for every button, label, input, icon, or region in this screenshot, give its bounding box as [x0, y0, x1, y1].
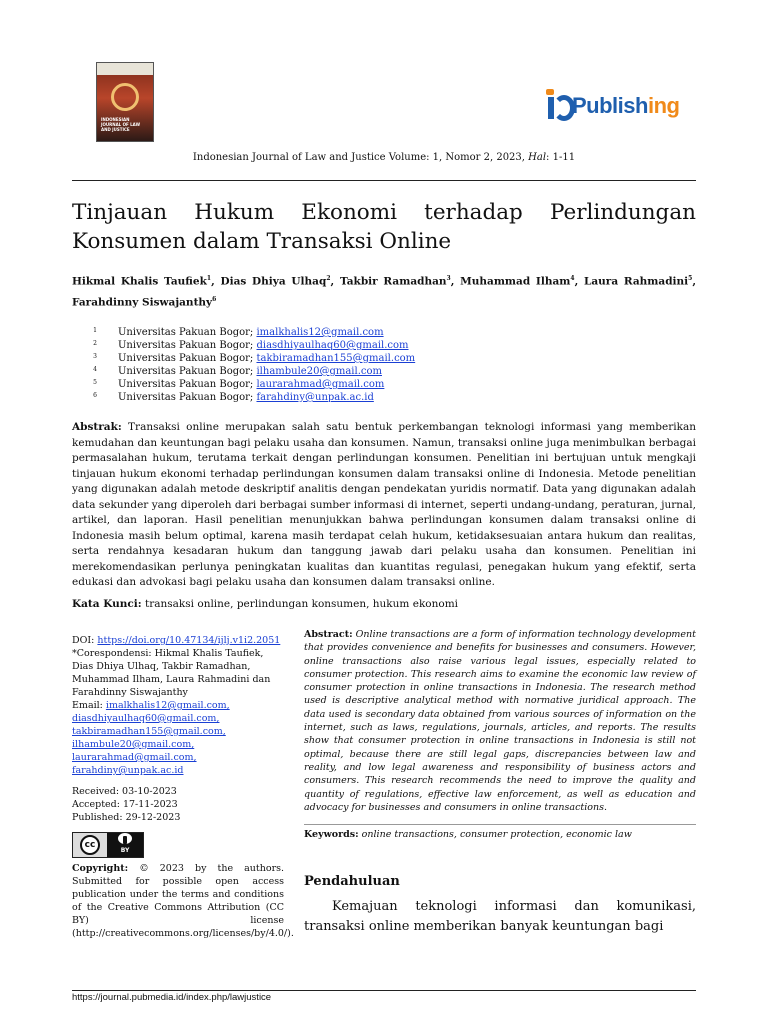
email-link[interactable]: ilhambule20@gmail.com,	[72, 739, 195, 750]
intro-paragraph: Kemajuan teknologi informasi dan komunikasi, transaksi online memberikan banyak keuntungan bagi	[304, 899, 696, 935]
kata-kunci-text: transaksi online, perlindungan konsumen, hukum ekonomi	[141, 598, 459, 610]
doi-line: DOI: https://doi.org/10.47134/ijlj.v1i2.2051	[72, 635, 281, 646]
author-name: Farahdinny Siswajanthy	[72, 296, 213, 308]
affiliation-row: 6 Universitas Pakuan Bogor; farahdiny@unpak.ac.id	[93, 392, 374, 403]
journal-cover-image	[96, 62, 154, 142]
author-list: Hikmal Khalis Taufiek$^1$, Dias Dhiya Ulhaq$^2$, Takbir Ramadhan$^3$, Muhammad Ilham$^4$, Laura Rahmadini$^5$, Farahdinny Siswajanthy$^6$	[72, 275, 697, 308]
email-link[interactable]: takbiramadhan155@gmail.com,	[72, 726, 226, 737]
email-block: Email: imalkhalis12@gmail.com, diasdhiyaulhaq60@gmail.com, takbiramadhan155@gmail.com, ilhambule20@gmail.com, laurarahmad@gmail.com, farahdiny@unpak.ac.id	[72, 700, 230, 776]
email-link[interactable]: laurarahmad@gmail.com,	[72, 752, 197, 763]
accepted-date: Accepted: 17-11-2023	[72, 799, 178, 810]
kata-kunci-label: Kata Kunci:	[72, 598, 142, 610]
article-title: Tinjauan Hukum Ekonomi terhadap Perlindungan Konsumen dalam Transaksi Online	[72, 200, 696, 254]
keywords	[304, 824, 696, 840]
footer-link[interactable]: https://journal.pubmedia.id/index.php/lawjustice	[72, 992, 272, 1003]
running-head: Indonesian Journal of Law and Justice Volume: 1, Nomor 2, 2023, Hal: 1-11	[192, 152, 576, 163]
ipublishing-logo	[544, 86, 679, 126]
author-name: Dias Dhiya Ulhaq	[220, 275, 327, 288]
cc-icon: cc	[80, 835, 100, 855]
article-metadata	[72, 634, 294, 940]
english-abstract	[304, 628, 696, 814]
header-divider	[72, 180, 696, 181]
logo-text: Publishing	[572, 93, 680, 118]
dates-block	[72, 785, 284, 824]
doi-link[interactable]: https://doi.org/10.47134/ijlj.v1i2.2051	[97, 635, 281, 646]
right-column	[304, 628, 696, 937]
abstrak-paragraph	[72, 420, 696, 591]
author-name: Takbir Ramadhan	[339, 275, 447, 288]
email-link[interactable]: imalkhalis12@gmail.com,	[105, 700, 230, 711]
footer-divider	[72, 990, 696, 991]
affiliation-email-link[interactable]: imalkhalis12@gmail.com	[256, 327, 384, 338]
keywords-text: online transactions, consumer protection, economic law	[358, 829, 632, 841]
cover-label: INDONESIAN JOURNAL OF LAW AND JUSTICE	[101, 117, 141, 132]
affiliation-email-link[interactable]: laurarahmad@gmail.com	[256, 379, 385, 390]
abstract-text: Online transactions are a form of information technology development that provides convenience and benefits for businesses and consumers. However, online transactions also raise various legal issues, especially related to consumer protection. This research aims to examine the economic law review of consumer protection in online transactions in Indonesia. The research method used is descriptive analytical method with normative juridical approach. The data used is secondary data obtained from various sources of information on the internet, such as laws, regulations, journals, articles, and reports. The results show that consumer protection in online transactions in Indonesia is still not optimal, because there are still legal gaps, discrepancies between law and reality, and low legal awareness and responsibility of business actors and consumers. This research recommends the need to improve the quality and quantity of regulations, effective law enforcement, as well as education and advocacy for businesses and consumers in online transactions.	[304, 629, 696, 813]
copyright-notice: Copyright: © 2023 by the authors. Submitted for possible open access publication under the terms and conditions of the Creative Commons Attribution (CC BY) license (http://creativecommons.org/licenses/by/4.0/).	[72, 863, 294, 939]
cc-by-license-badge[interactable]: cc BY	[72, 832, 144, 858]
affiliation-row: 3 Universitas Pakuan Bogor; takbiramadhan155@gmail.com	[93, 353, 416, 364]
affiliation-email-link[interactable]: takbiramadhan155@gmail.com	[256, 353, 416, 364]
keywords-label: Keywords:	[304, 829, 359, 841]
author-name: Hikmal Khalis Taufiek	[72, 275, 207, 288]
email-link[interactable]: diasdhiyaulhaq60@gmail.com,	[72, 713, 220, 724]
correspondence: *Corespondensi: Hikmal Khalis Taufiek, Dias Dhiya Ulhaq, Takbir Ramadhan, Muhammad Ilham, Laura Rahmadini dan Farahdinny Siswajanthy	[72, 648, 271, 698]
ipublishing-logo-icon	[544, 89, 574, 123]
affiliation-row: 1 Universitas Pakuan Bogor; imalkhalis12@gmail.com	[93, 327, 384, 338]
cover-emblem-icon	[111, 83, 139, 111]
abstrak-text: Transaksi online merupakan salah satu bentuk perkembangan teknologi informasi yang memberikan kemudahan dan keuntungan bagi pelaku usaha dan konsumen. Namun, transaksi online juga menimbulkan berbagai permasalahan hukum, terutama terkait dengan perlindungan konsumen. Penelitian ini bertujuan untuk mengkaji tinjauan hukum ekonomi terhadap perlindungan konsumen dalam transaksi online di Indonesia. Metode penelitian yang digunakan adalah metode deskriptif analitis dengan pendekatan yuridis normatif. Data yang digunakan adalah data sekunder yang diperoleh dari berbagai sumber informasi di internet, seperti undang-undang, peraturan, jurnal, artikel, dan laporan. Hasil penelitian menunjukkan bahwa perlindungan konsumen dalam transaksi online di Indonesia masih belum optimal, karena masih terdapat celah hukum, ketidaksesuaian antara hukum dan realitas, serta rendahnya kesadaran hukum dan tanggung jawab dari pelaku usaha dan konsumen. Penelitian ini merekomendasikan perlunya peningkatan kualitas dan kuantitas regulasi, penegakan hukum yang efektif, serta edukasi dan advokasi bagi pelaku usaha dan konsumen dalam transaksi online.	[72, 421, 696, 588]
affiliation-email-link[interactable]: farahdiny@unpak.ac.id	[256, 392, 374, 403]
author-name: Laura Rahmadini	[583, 275, 689, 288]
abstract-label: Abstract:	[304, 629, 353, 640]
email-link[interactable]: farahdiny@unpak.ac.id	[72, 765, 184, 776]
author-name: Muhammad Ilham	[460, 275, 571, 288]
abstrak-label: Abstrak:	[72, 421, 122, 433]
affiliation-row: 4 Universitas Pakuan Bogor; ilhambule20@gmail.com	[93, 366, 382, 377]
kata-kunci	[72, 598, 696, 610]
affiliation-row: 5 Universitas Pakuan Bogor; laurarahmad@gmail.com	[93, 379, 385, 390]
affiliation-email-link[interactable]: diasdhiyaulhaq60@gmail.com	[256, 340, 409, 351]
affiliation-list	[72, 326, 696, 404]
published-date: Published: 29-12-2023	[72, 812, 181, 823]
attribution-icon	[118, 833, 132, 844]
affiliation-row: 2 Universitas Pakuan Bogor; diasdhiyaulhaq60@gmail.com	[93, 340, 409, 351]
affiliation-email-link[interactable]: ilhambule20@gmail.com	[256, 366, 382, 377]
received-date: Received: 03-10-2023	[72, 786, 177, 797]
section-heading: Pendahuluan	[304, 874, 400, 890]
